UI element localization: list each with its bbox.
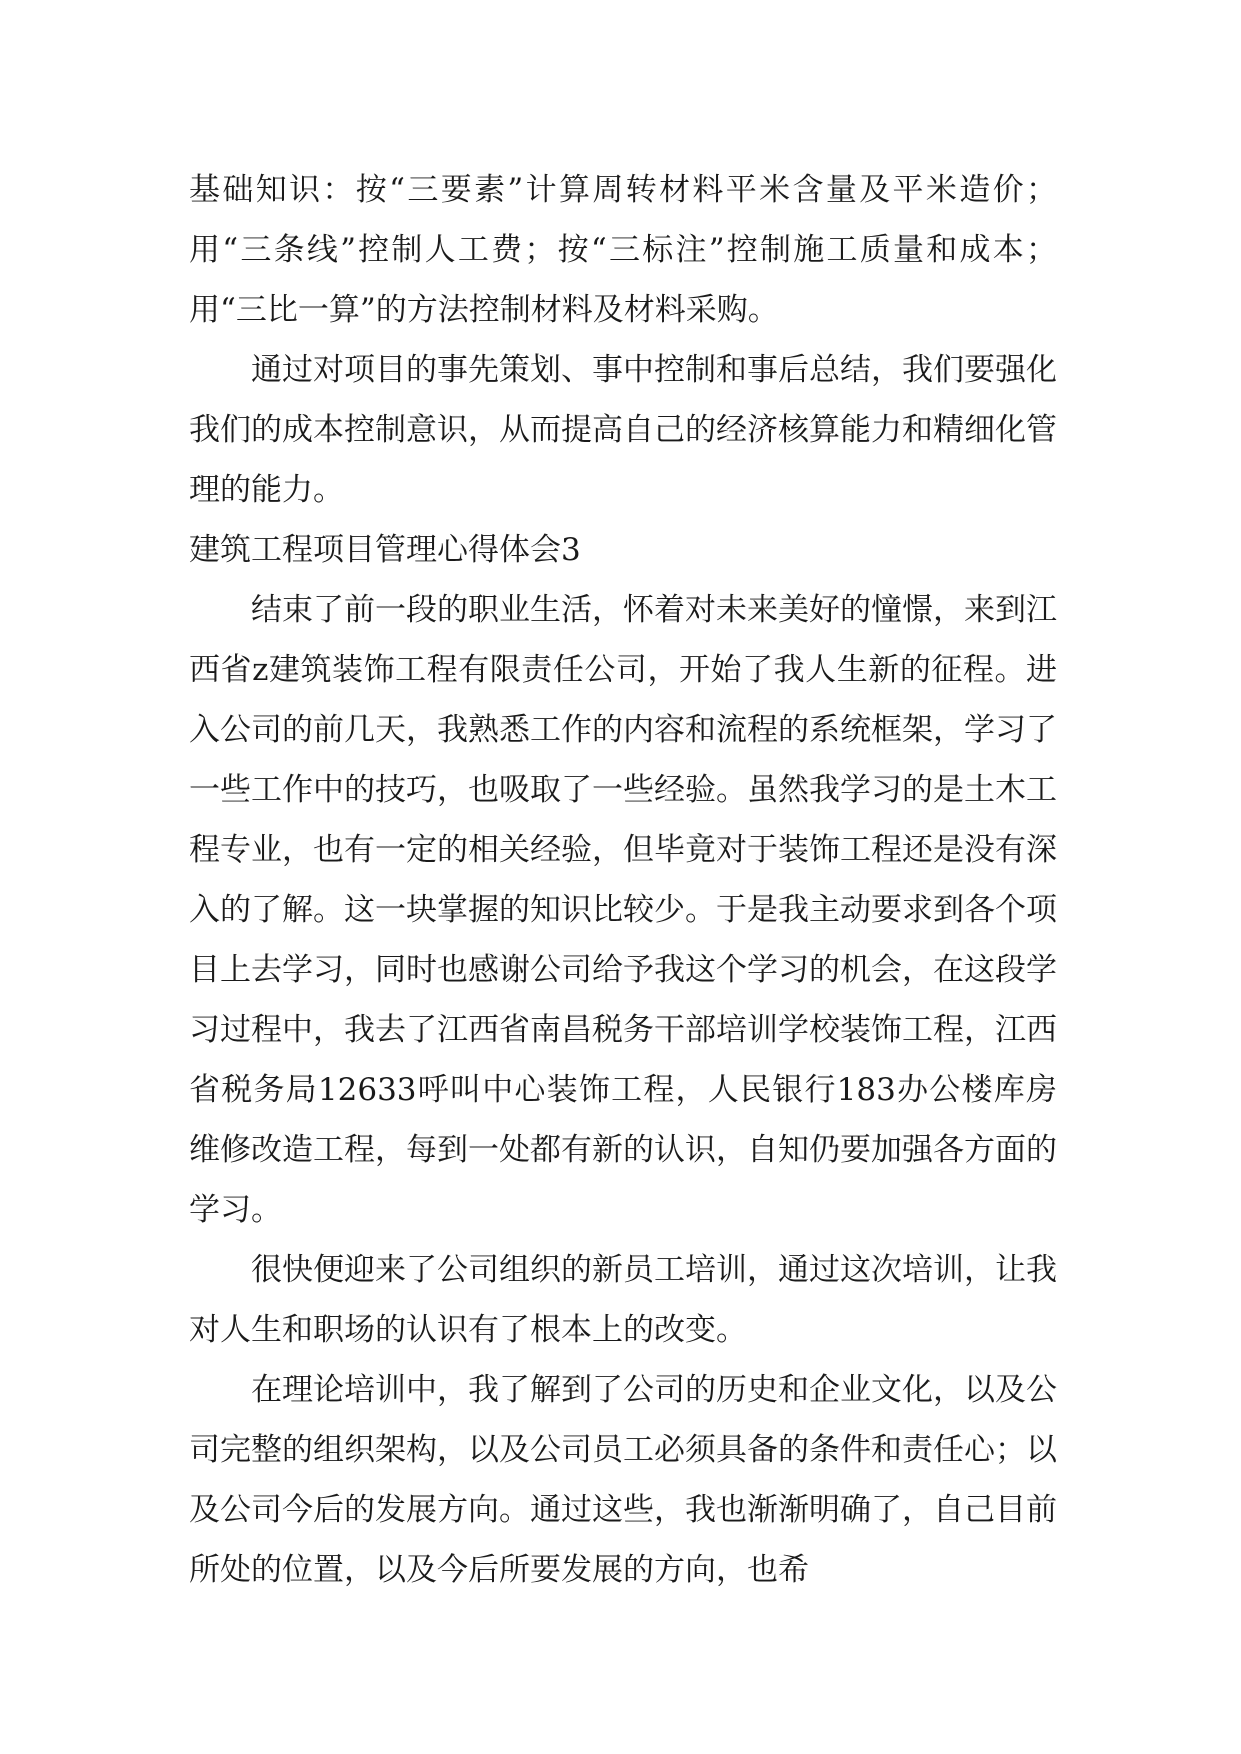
document-body <box>189 160 1057 1600</box>
paragraph-theory-training: 在理论培训中，我了解到了公司的历史和企业文化，以及公司完整的组织架构，以及公司员工必须具备的条件和责任心；以及公司今后的发展方向。通过这些，我也渐渐明确了，自己目前所处的位置，以及今后所要发展的方向，也希 <box>189 1372 1057 1588</box>
paragraph-training: 很快便迎来了公司组织的新员工培训，通过这次培训，让我对人生和职场的认识有了根本上的改变。 <box>189 1252 1057 1348</box>
section-title: 建筑工程项目管理心得体会3 <box>189 532 581 568</box>
paragraph-cost-control: 通过对项目的事先策划、事中控制和事后总结，我们要强化我们的成本控制意识，从而提高自己的经济核算能力和精细化管理的能力。 <box>189 352 1057 508</box>
paragraph-career-start: 结束了前一段的职业生活，怀着对未来美好的憧憬，来到江西省z建筑装饰工程有限责任公司，开始了我人生新的征程。进入公司的前几天，我熟悉工作的内容和流程的系统框架，学习了一些工作中的技巧，也吸取了一些经验。虽然我学习的是土木工程专业，也有一定的相关经验，但毕竟对于装饰工程还是没有深入的了解。这一块掌握的知识比较少。于是我主动要求到各个项目上去学习，同时也感谢公司给予我这个学习的机会，在这段学习过程中，我去了江西省南昌税务干部培训学校装饰工程，江西省税务局12633呼叫中心装饰工程，人民银行183办公楼库房维修改造工程，每到一处都有新的认识，自知仍要加强各方面的学习。 <box>189 592 1057 1228</box>
paragraph-basic-knowledge: 基础知识：按“三要素”计算周转材料平米含量及平米造价；用“三条线”控制人工费；按“三标注”控制施工质量和成本；用“三比一算”的方法控制材料及材料采购。 <box>189 172 1057 328</box>
